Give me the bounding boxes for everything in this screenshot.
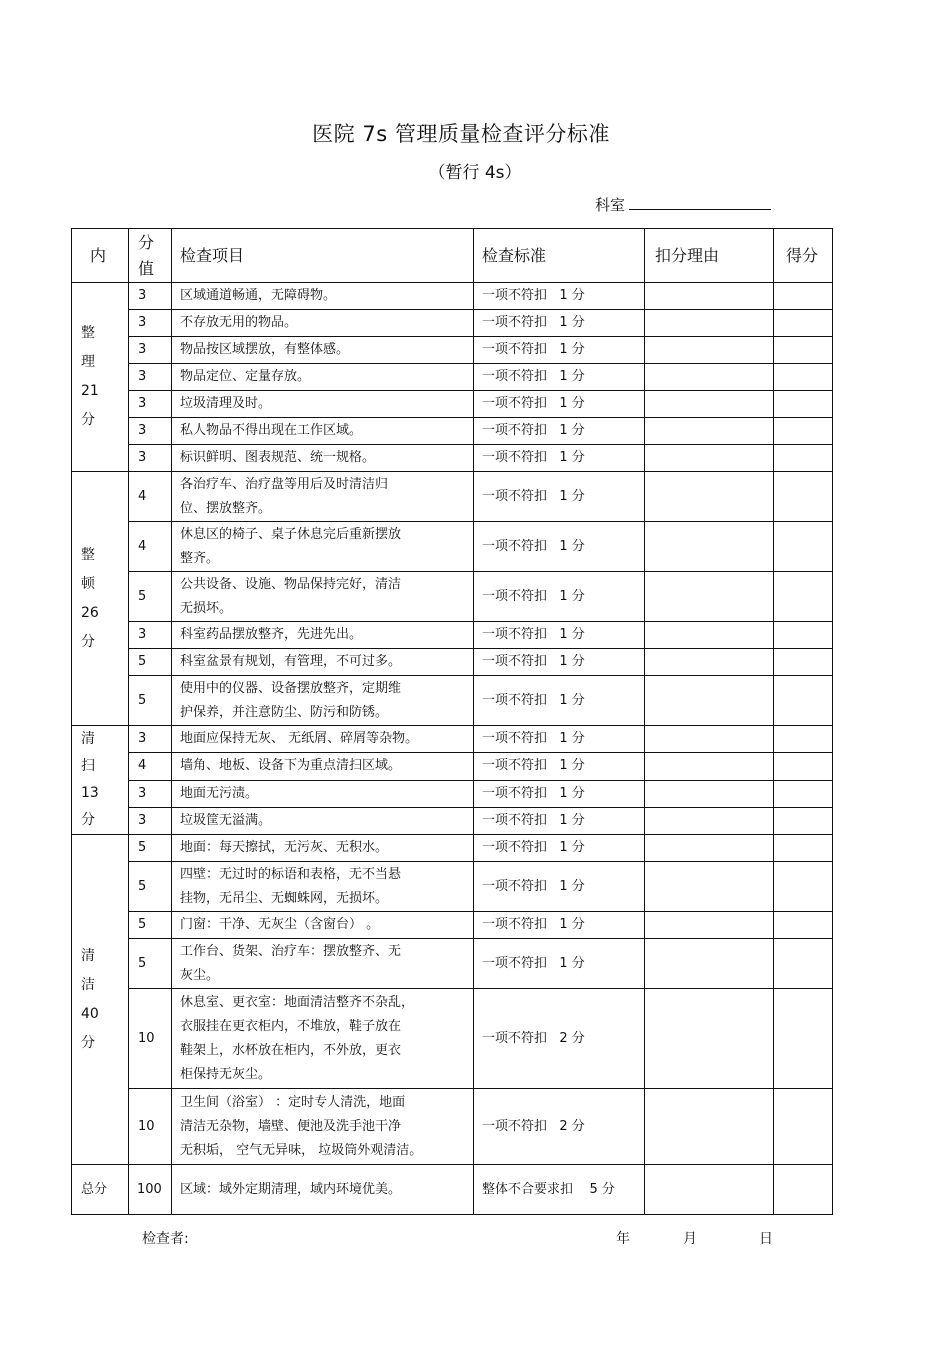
table-row	[72, 753, 833, 780]
standard-cell: 一项不符扣 1 分	[474, 522, 645, 572]
reason-cell	[645, 676, 774, 726]
standard-cell: 一项不符扣 1 分	[474, 780, 645, 807]
table-row	[72, 522, 833, 572]
table-row	[72, 939, 833, 989]
result-cell	[774, 753, 833, 780]
score-cell: 10	[129, 989, 172, 1089]
table-row	[72, 807, 833, 834]
score-cell: 3	[129, 310, 172, 337]
standard-cell: 一项不符扣 1 分	[474, 939, 645, 989]
standard-cell: 一项不符扣 1 分	[474, 807, 645, 834]
score-cell: 3	[129, 337, 172, 364]
table-row	[72, 912, 833, 939]
date-day: 日	[759, 1231, 773, 1247]
score-table	[71, 228, 833, 1215]
item-cell: 墙角、地板、设备下为重点清扫区域。	[172, 753, 474, 780]
standard-cell: 一项不符扣 1 分	[474, 337, 645, 364]
result-cell	[774, 862, 833, 912]
item-cell: 科室药品摆放整齐，先进先出。	[172, 622, 474, 649]
item-cell: 不存放无用的物品。	[172, 310, 474, 337]
standard-cell: 一项不符扣 1 分	[474, 364, 645, 391]
reason-cell	[645, 780, 774, 807]
score-cell: 5	[129, 939, 172, 989]
total-standard-cell: 整体不合要求扣 5 分	[474, 1165, 645, 1215]
total-row	[72, 1165, 833, 1215]
score-cell: 5	[129, 649, 172, 676]
standard-cell: 一项不符扣 1 分	[474, 622, 645, 649]
reason-cell	[645, 649, 774, 676]
item-cell: 门窗：干净、无灰尘（含窗台） 。	[172, 912, 474, 939]
table-row	[72, 418, 833, 445]
score-cell: 5	[129, 676, 172, 726]
result-cell	[774, 835, 833, 862]
result-cell	[774, 445, 833, 472]
score-cell: 4	[129, 522, 172, 572]
score-cell: 4	[129, 753, 172, 780]
score-cell: 5	[129, 572, 172, 622]
result-cell	[774, 807, 833, 834]
table-row	[72, 472, 833, 522]
header-item: 检查项目	[172, 229, 474, 283]
category-cell: 整 顿 26 分	[72, 472, 129, 726]
item-cell: 工作台、货架、治疗车：摆放整齐、无 灰尘。	[172, 939, 474, 989]
table-row	[72, 835, 833, 862]
category-cell: 清 洁 40 分	[72, 835, 129, 1165]
item-cell: 使用中的仪器、设备摆放整齐，定期维 护保养，并注意防尘、防污和防锈。	[172, 676, 474, 726]
score-cell: 4	[129, 472, 172, 522]
standard-cell: 一项不符扣 1 分	[474, 391, 645, 418]
table-row	[72, 391, 833, 418]
total-result-cell	[774, 1165, 833, 1215]
department-blank	[629, 194, 771, 210]
standard-cell: 一项不符扣 1 分	[474, 862, 645, 912]
reason-cell	[645, 364, 774, 391]
result-cell	[774, 283, 833, 310]
reason-cell	[645, 939, 774, 989]
standard-cell: 一项不符扣 2 分	[474, 1089, 645, 1165]
table-row	[72, 676, 833, 726]
score-cell: 5	[129, 912, 172, 939]
document-title: 医院 7s 管理质量检查评分标准	[312, 122, 610, 146]
table-row	[72, 337, 833, 364]
department-label: 科室	[595, 196, 626, 214]
reason-cell	[645, 283, 774, 310]
table-row	[72, 989, 833, 1089]
standard-cell: 一项不符扣 1 分	[474, 418, 645, 445]
header-row	[72, 229, 833, 283]
reason-cell	[645, 753, 774, 780]
item-cell: 各治疗车、治疗盘等用后及时清洁归 位、摆放整齐。	[172, 472, 474, 522]
reason-cell	[645, 622, 774, 649]
item-cell: 休息区的椅子、桌子休息完后重新摆放 整齐。	[172, 522, 474, 572]
item-cell: 科室盆景有规划，有管理，不可过多。	[172, 649, 474, 676]
table-row	[72, 862, 833, 912]
item-cell: 地面应保持无灰、 无纸屑、碎屑等杂物。	[172, 726, 474, 753]
item-cell: 物品定位、定量存放。	[172, 364, 474, 391]
standard-cell: 一项不符扣 1 分	[474, 572, 645, 622]
item-cell: 休息室、更衣室：地面清洁整齐不杂乱， 衣服挂在更衣柜内，不堆放，鞋子放在 鞋架上，水杯放在柜内，不外放，更衣 柜保持无灰尘。	[172, 989, 474, 1089]
total-score-cell: 100	[129, 1165, 172, 1215]
score-cell: 3	[129, 283, 172, 310]
result-cell	[774, 780, 833, 807]
item-cell: 地面：每天擦拭，无污灰、无积水。	[172, 835, 474, 862]
item-cell: 垃圾筐无溢满。	[172, 807, 474, 834]
item-cell: 地面无污渍。	[172, 780, 474, 807]
header-category: 内	[72, 229, 129, 283]
reason-cell	[645, 835, 774, 862]
standard-cell: 一项不符扣 1 分	[474, 676, 645, 726]
score-cell: 3	[129, 622, 172, 649]
header-standard: 检查标准	[474, 229, 645, 283]
item-cell: 垃圾清理及时。	[172, 391, 474, 418]
reason-cell	[645, 862, 774, 912]
total-item-cell: 区域：域外定期清理，域内环境优美。	[172, 1165, 474, 1215]
header-reason: 扣分理由	[645, 229, 774, 283]
total-category-cell: 总分	[72, 1165, 129, 1215]
score-cell: 3	[129, 364, 172, 391]
score-cell: 3	[129, 391, 172, 418]
score-cell: 3	[129, 726, 172, 753]
standard-cell: 一项不符扣 1 分	[474, 835, 645, 862]
result-cell	[774, 522, 833, 572]
standard-cell: 一项不符扣 2 分	[474, 989, 645, 1089]
standard-cell: 一项不符扣 1 分	[474, 726, 645, 753]
score-cell: 3	[129, 418, 172, 445]
item-cell: 物品按区域摆放，有整体感。	[172, 337, 474, 364]
category-cell: 清 扫 13 分	[72, 726, 129, 835]
result-cell	[774, 337, 833, 364]
header-score: 分 值	[129, 229, 172, 283]
item-cell: 四壁：无过时的标语和表格，无不当悬 挂物，无吊尘、无蜘蛛网，无损坏。	[172, 862, 474, 912]
reason-cell	[645, 391, 774, 418]
result-cell	[774, 1089, 833, 1165]
table-row	[72, 364, 833, 391]
document-subtitle: （暂行 4s）	[428, 163, 522, 183]
table-row	[72, 283, 833, 310]
reason-cell	[645, 1089, 774, 1165]
inspector-label: 检查者:	[142, 1231, 189, 1247]
standard-cell: 一项不符扣 1 分	[474, 753, 645, 780]
standard-cell: 一项不符扣 1 分	[474, 649, 645, 676]
standard-cell: 一项不符扣 1 分	[474, 310, 645, 337]
item-cell: 公共设备、设施、物品保持完好，清洁 无损坏。	[172, 572, 474, 622]
reason-cell	[645, 472, 774, 522]
result-cell	[774, 364, 833, 391]
table-row	[72, 726, 833, 753]
reason-cell	[645, 807, 774, 834]
result-cell	[774, 912, 833, 939]
result-cell	[774, 310, 833, 337]
reason-cell	[645, 310, 774, 337]
reason-cell	[645, 445, 774, 472]
table-row	[72, 572, 833, 622]
result-cell	[774, 572, 833, 622]
table-row	[72, 622, 833, 649]
score-cell: 5	[129, 862, 172, 912]
score-cell: 10	[129, 1089, 172, 1165]
score-cell: 3	[129, 807, 172, 834]
score-cell: 5	[129, 835, 172, 862]
result-cell	[774, 939, 833, 989]
result-cell	[774, 676, 833, 726]
standard-cell: 一项不符扣 1 分	[474, 472, 645, 522]
result-cell	[774, 472, 833, 522]
result-cell	[774, 649, 833, 676]
table-row	[72, 310, 833, 337]
result-cell	[774, 418, 833, 445]
reason-cell	[645, 337, 774, 364]
item-cell: 标识鲜明、图表规范、统一规格。	[172, 445, 474, 472]
item-cell: 私人物品不得出现在工作区域。	[172, 418, 474, 445]
reason-cell	[645, 418, 774, 445]
table-row	[72, 1089, 833, 1165]
total-reason-cell	[645, 1165, 774, 1215]
standard-cell: 一项不符扣 1 分	[474, 445, 645, 472]
score-cell: 3	[129, 445, 172, 472]
table-row	[72, 445, 833, 472]
table-row	[72, 649, 833, 676]
reason-cell	[645, 572, 774, 622]
result-cell	[774, 989, 833, 1089]
date-month: 月	[683, 1231, 697, 1247]
reason-cell	[645, 726, 774, 753]
reason-cell	[645, 522, 774, 572]
table-row	[72, 780, 833, 807]
reason-cell	[645, 912, 774, 939]
score-cell: 3	[129, 780, 172, 807]
standard-cell: 一项不符扣 1 分	[474, 283, 645, 310]
department-field	[595, 194, 771, 215]
result-cell	[774, 391, 833, 418]
result-cell	[774, 622, 833, 649]
item-cell: 卫生间（浴室） ：定时专人清洗，地面 清洁无杂物，墙壁、便池及洗手池干净 无积垢， 空气无异味， 垃圾筒外观清洁。	[172, 1089, 474, 1165]
date-year: 年	[616, 1231, 630, 1247]
item-cell: 区域通道畅通，无障碍物。	[172, 283, 474, 310]
header-result: 得分	[774, 229, 833, 283]
category-cell: 整 理 21 分	[72, 283, 129, 472]
result-cell	[774, 726, 833, 753]
standard-cell: 一项不符扣 1 分	[474, 912, 645, 939]
reason-cell	[645, 989, 774, 1089]
